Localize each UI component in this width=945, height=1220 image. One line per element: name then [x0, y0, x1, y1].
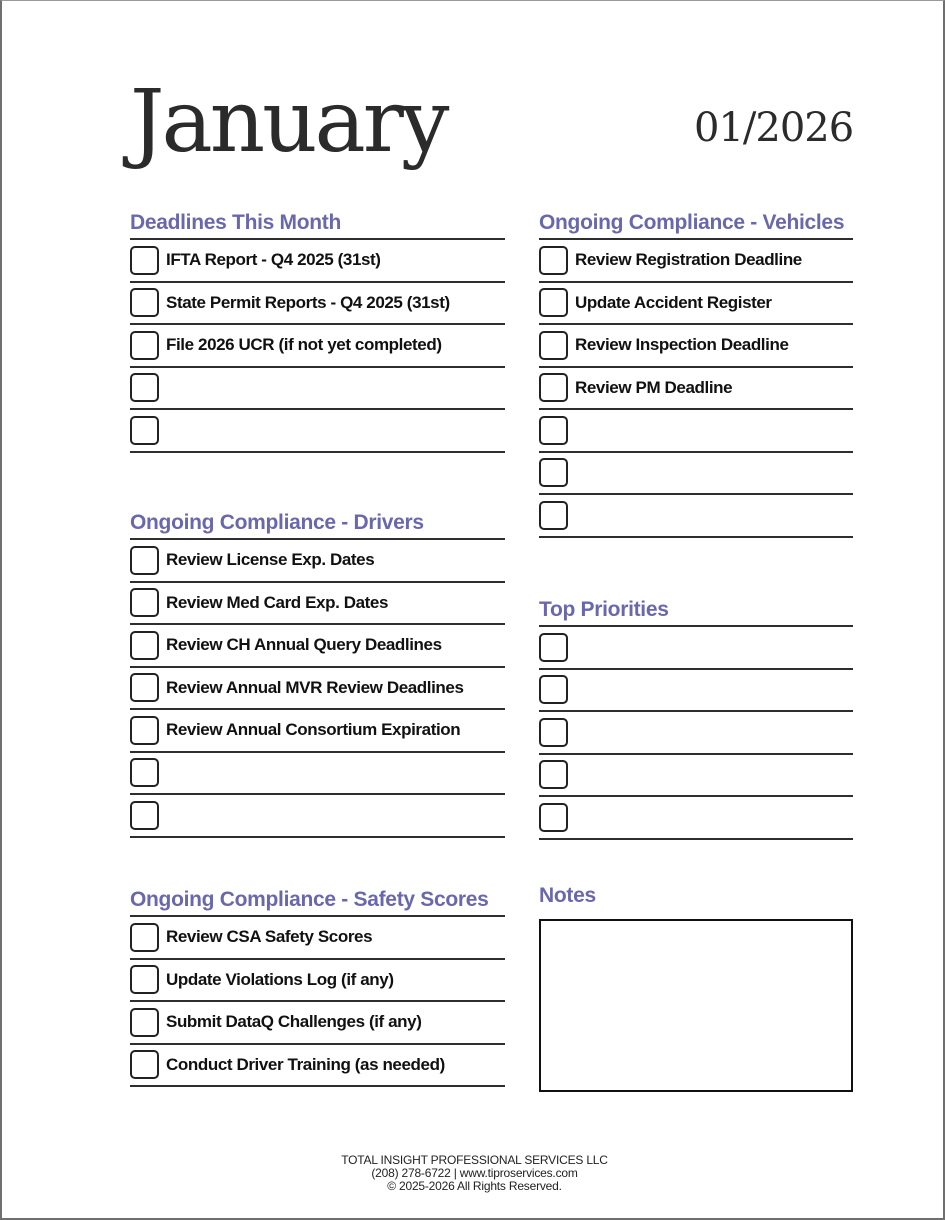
- checkbox[interactable]: [130, 546, 159, 575]
- checkbox[interactable]: [539, 633, 568, 662]
- footer: [2, 1154, 945, 1193]
- section-title-drivers: Ongoing Compliance - Drivers: [130, 511, 424, 534]
- item-label: Review License Exp. Dates: [166, 550, 375, 570]
- item-label: Review Med Card Exp. Dates: [166, 592, 389, 612]
- checkbox[interactable]: [539, 458, 568, 487]
- checkbox[interactable]: [130, 373, 159, 402]
- checklist-item: [539, 410, 853, 453]
- checklist-deadlines: [130, 238, 505, 453]
- section-title-priorities: Top Priorities: [539, 598, 669, 621]
- checklist-item: [130, 283, 505, 326]
- checkbox[interactable]: [539, 416, 568, 445]
- checklist-item: [130, 1045, 505, 1088]
- checklist-item: [130, 540, 505, 583]
- checklist-item: [130, 795, 505, 838]
- checkbox[interactable]: [130, 416, 159, 445]
- section-priorities: [539, 595, 853, 840]
- checkbox[interactable]: [539, 675, 568, 704]
- checkbox[interactable]: [130, 246, 159, 275]
- item-label: Review CH Annual Query Deadlines: [166, 635, 442, 655]
- checkbox[interactable]: [130, 965, 159, 994]
- checkbox[interactable]: [130, 923, 159, 952]
- checkbox[interactable]: [130, 758, 159, 787]
- checkbox[interactable]: [130, 631, 159, 660]
- checkbox[interactable]: [539, 288, 568, 317]
- checkbox[interactable]: [539, 718, 568, 747]
- item-label: Review Annual MVR Review Deadlines: [166, 677, 464, 697]
- item-label: File 2026 UCR (if not yet completed): [166, 335, 442, 355]
- notes-box[interactable]: [539, 919, 853, 1092]
- checklist-item: [539, 495, 853, 538]
- checklist-item: [130, 240, 505, 283]
- checklist-item: [130, 668, 505, 711]
- checklist-item: [130, 917, 505, 960]
- checklist-item: [539, 283, 853, 326]
- checkbox[interactable]: [130, 716, 159, 745]
- checklist-item: [130, 1002, 505, 1045]
- checkbox[interactable]: [539, 331, 568, 360]
- section-title-deadlines: Deadlines This Month: [130, 211, 342, 234]
- item-label: Conduct Driver Training (as needed): [166, 1054, 445, 1074]
- checkbox[interactable]: [539, 246, 568, 275]
- checklist-item: [130, 710, 505, 753]
- footer-contact: (208) 278-6722 | www.tiproservices.com: [371, 1166, 578, 1180]
- checklist-item: [539, 755, 853, 798]
- checklist-item: [130, 410, 505, 453]
- item-label: Review PM Deadline: [575, 377, 733, 397]
- item-label: IFTA Report - Q4 2025 (31st): [166, 250, 381, 270]
- footer-company: TOTAL INSIGHT PROFESSIONAL SERVICES LLC: [341, 1153, 608, 1167]
- checkbox[interactable]: [539, 760, 568, 789]
- checklist-item: [539, 368, 853, 411]
- checkbox[interactable]: [130, 801, 159, 830]
- checklist-safety: [130, 915, 505, 1087]
- checklist-item: [539, 797, 853, 840]
- checkbox[interactable]: [539, 803, 568, 832]
- checklist-drivers: [130, 538, 505, 838]
- checklist-item: [130, 625, 505, 668]
- checklist-item: [130, 368, 505, 411]
- section-safety: [130, 885, 505, 1087]
- checkbox[interactable]: [539, 373, 568, 402]
- checklist-item: [539, 712, 853, 755]
- checklist-item: [539, 670, 853, 713]
- checkbox[interactable]: [130, 673, 159, 702]
- item-label: Review Registration Deadline: [575, 250, 802, 270]
- section-deadlines: [130, 208, 505, 453]
- footer-copyright: © 2025-2026 All Rights Reserved.: [387, 1179, 562, 1193]
- checklist-priorities: [539, 625, 853, 840]
- checklist-vehicles: [539, 238, 853, 538]
- section-title-safety: Ongoing Compliance - Safety Scores: [130, 888, 489, 911]
- checklist-item: [130, 325, 505, 368]
- checkbox[interactable]: [130, 331, 159, 360]
- item-label: Submit DataQ Challenges (if any): [166, 1012, 422, 1032]
- item-label: Review Annual Consortium Expiration: [166, 720, 461, 740]
- section-drivers: [130, 508, 505, 838]
- checklist-item: [539, 453, 853, 496]
- checkbox[interactable]: [130, 1050, 159, 1079]
- month-date: 01/2026: [694, 105, 854, 151]
- checklist-item: [539, 325, 853, 368]
- checklist-item: [130, 960, 505, 1003]
- notes-title: Notes: [539, 884, 596, 907]
- checkbox[interactable]: [130, 1008, 159, 1037]
- checkbox[interactable]: [130, 288, 159, 317]
- item-label: Review CSA Safety Scores: [166, 927, 373, 947]
- item-label: Update Accident Register: [575, 292, 772, 312]
- checklist-item: [130, 583, 505, 626]
- section-title-vehicles: Ongoing Compliance - Vehicles: [539, 211, 845, 234]
- section-vehicles: [539, 208, 853, 538]
- checklist-item: [539, 627, 853, 670]
- item-label: State Permit Reports - Q4 2025 (31st): [166, 292, 450, 312]
- checkbox[interactable]: [130, 588, 159, 617]
- month-title: January: [130, 72, 447, 172]
- item-label: Review Inspection Deadline: [575, 335, 789, 355]
- checkbox[interactable]: [539, 501, 568, 530]
- checklist-item: [539, 240, 853, 283]
- checklist-item: [130, 753, 505, 796]
- item-label: Update Violations Log (if any): [166, 969, 394, 989]
